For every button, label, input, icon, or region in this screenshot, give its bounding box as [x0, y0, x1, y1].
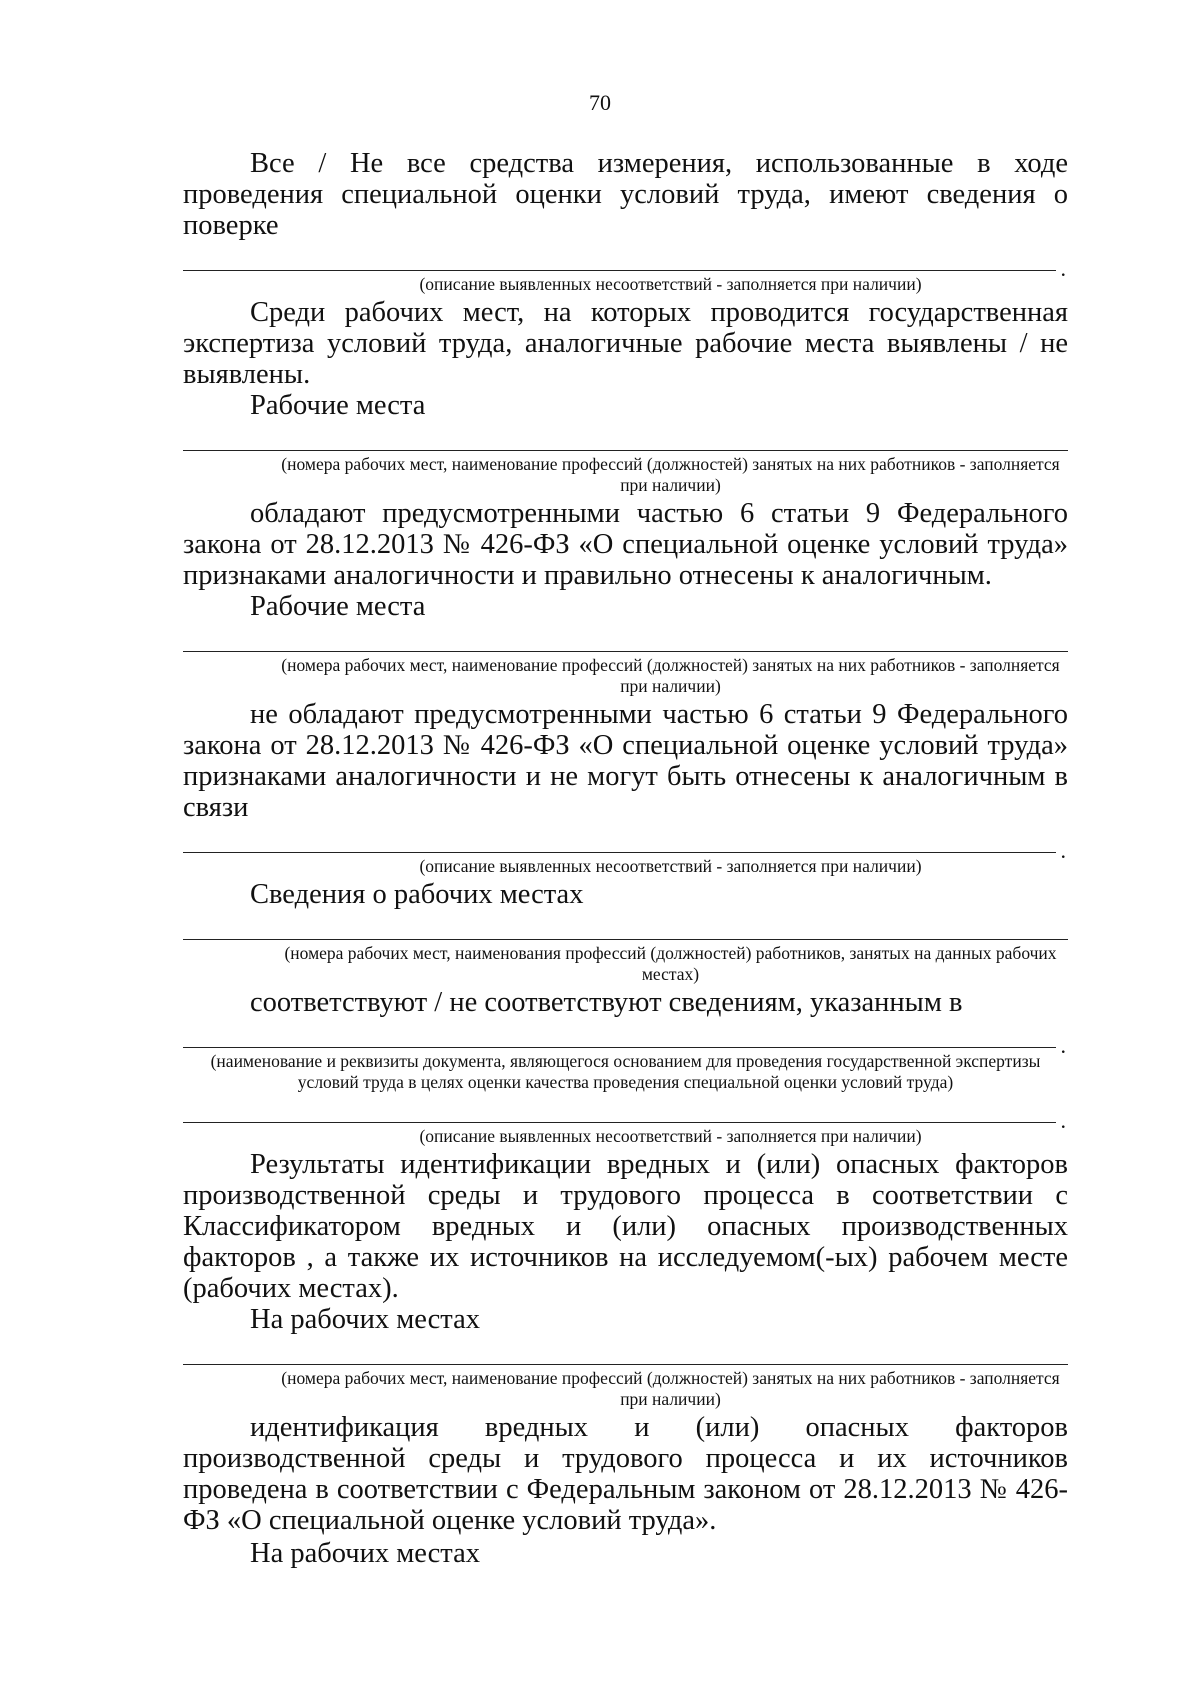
paragraph-identification-done: идентификация вредных и (или) опасных факторов производственной среды и трудового процесса и их источников проведена в соответствии с Федеральным законом от 28.12.2013 № 426-ФЗ «О специальной оценке условий труда».	[183, 1412, 1068, 1536]
field-caption: (номера рабочих мест, наименование профессий (должностей) занятых на них работников - заполняется при наличии)	[281, 1368, 1060, 1409]
fill-in-line[interactable]	[183, 449, 1068, 451]
paragraph-have-similarity: обладают предусмотренными частью 6 статьи 9 Федерального закона от 28.12.2013 № 426-ФЗ «О специальной оценке условий труда» признаками аналогичности и правильно отнесены к аналогичным.	[183, 498, 1068, 591]
paragraph-correspond: соответствуют / не соответствуют сведениям, указанным в	[250, 987, 963, 1018]
paragraph-identification-results: Результаты идентификации вредных и (или) опасных факторов производственной среды и трудового процесса в соответствии с Классификатором вредных и (или) опасных производственных факторов , а также их источников на исследуемом(-ых) рабочем месте (рабочих местах).	[183, 1149, 1068, 1304]
field-caption: (описание выявленных несоответствий - заполняется при наличии)	[419, 856, 922, 876]
field-caption: (описание выявленных несоответствий - заполняется при наличии)	[419, 1126, 922, 1146]
fill-in-line[interactable]	[183, 838, 1066, 863]
paragraph-at-workplaces: На рабочих местах	[250, 1304, 480, 1335]
line-end-dot: .	[1060, 838, 1066, 863]
paragraph-workplace-info: Сведения о рабочих местах	[250, 879, 584, 910]
line-end-dot: .	[1060, 256, 1066, 281]
paragraph-workplaces-heading: Рабочие места	[250, 591, 426, 622]
field-caption: (наименование и реквизиты документа, являющегося основанием для проведения государственной экспертизы условий труда в целях оценки качества проведения специальной оценки условий труда)	[210, 1051, 1041, 1092]
paragraph-workplaces-heading: Рабочие места	[250, 390, 426, 421]
fill-in-line[interactable]	[183, 650, 1068, 652]
fill-in-line[interactable]	[183, 1363, 1068, 1365]
page-number: 70	[589, 90, 611, 115]
line-end-dot: .	[1060, 1033, 1066, 1058]
fill-in-line[interactable]	[183, 1033, 1066, 1058]
paragraph-at-workplaces: На рабочих местах	[250, 1538, 480, 1569]
paragraph-no-similarity: не обладают предусмотренными частью 6 статьи 9 Федерального закона от 28.12.2013 № 426-ФЗ «О специальной оценке условий труда» признаками аналогичности и не могут быть отнесены к аналогичным в связи	[183, 699, 1068, 823]
paragraph-similar-workplaces: Среди рабочих мест, на которых проводится государственная экспертиза условий труда, аналогичные рабочие места выявлены / не выявлены.	[183, 297, 1068, 390]
field-caption: (номера рабочих мест, наименование профессий (должностей) занятых на них работников - заполняется при наличии)	[281, 655, 1060, 696]
paragraph-measuring-instruments: Все / Не все средства измерения, использованные в ходе проведения специальной оценки условий труда, имеют сведения о поверке	[183, 148, 1068, 241]
field-caption: (номера рабочих мест, наименования профессий (должностей) работников, занятых на данных рабочих местах)	[284, 943, 1057, 984]
fill-in-line[interactable]	[183, 938, 1068, 940]
field-caption: (описание выявленных несоответствий - заполняется при наличии)	[419, 274, 922, 294]
document-body	[183, 148, 1068, 1569]
field-caption: (номера рабочих мест, наименование профессий (должностей) занятых на них работников - заполняется при наличии)	[281, 454, 1060, 495]
line-end-dot: .	[1060, 1108, 1066, 1133]
fill-in-line[interactable]	[183, 256, 1066, 281]
fill-in-line[interactable]	[183, 1108, 1066, 1133]
